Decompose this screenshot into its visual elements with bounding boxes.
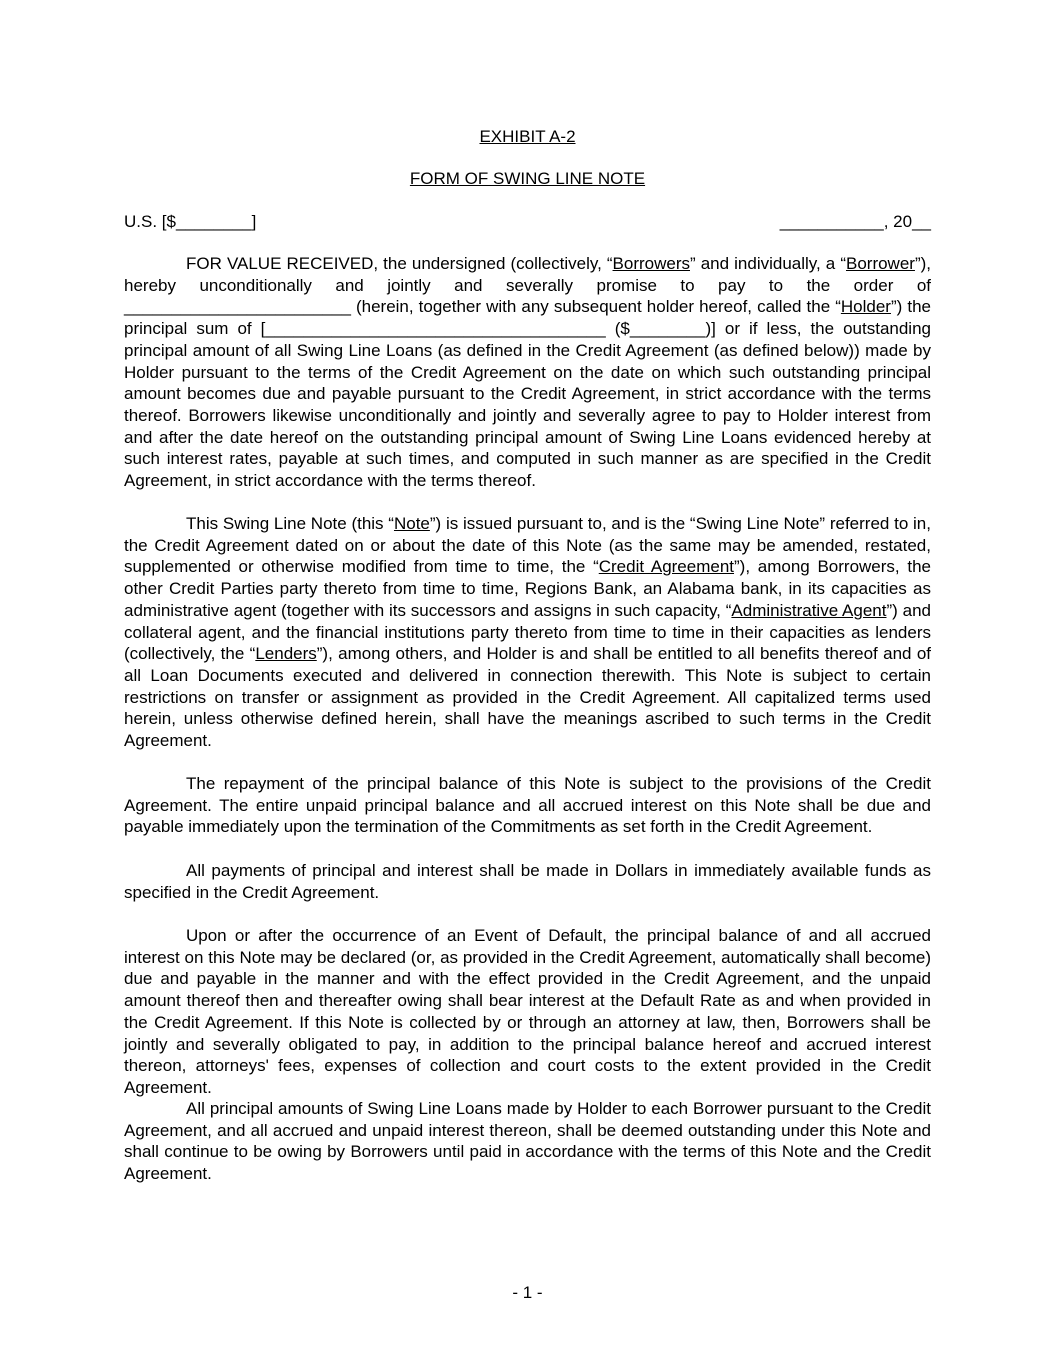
defined-term-credit-agreement: Credit Agreement	[598, 557, 735, 577]
defined-term-administrative-agent: Administrative Agent	[731, 600, 887, 620]
paragraph-promise: FOR VALUE RECEIVED, the undersigned (collectively, “Borrowers” and individually, a “Borrower”), hereby unconditionally and jointly and severally promise to pay to the order of ________________________ (herein, together with any subsequent holder hereof, called the “Holder”) the principal sum of [____________________________________ ($________)] or if less, the outstanding principal amount of all Swing Line Loans (as defined in the Credit Agreement (as defined below)) made by Holder pursuant to the terms of the Credit Agreement on the date on which such outstanding principal amount becomes due and payable pursuant to the Credit Agreement, in strict accordance with the terms thereof. Borrowers likewise unconditionally and jointly and severally agree to pay to Holder interest from and after the date hereof on the outstanding principal amount of Swing Line Loans evidenced hereby at such interest rates, payable at such times, and computed in such manner as are specified in the Credit Agreement, in strict accordance with the terms thereof.	[124, 254, 931, 491]
defined-term-lenders: Lenders	[255, 644, 317, 664]
paragraph-issuance: This Swing Line Note (this “Note”) is issued pursuant to, and is the “Swing Line Note” referred to in, the Credit Agreement dated on or about the date of this Note (as the same may be amended, restated, supplemented or otherwise modified from time to time, the “Credit Agreement”), among Borrowers, the other Credit Parties party thereto from time to time, Regions Bank, an Alabama bank, in its capacities as administrative agent (together with its successors and assigns in such capacity, “Administrative Agent”) and collateral agent, and the financial institutions party thereto from time to time in their capacities as lenders (collectively, the “Lenders”), among others, and Holder is and shall be entitled to all benefits thereof and of all Loan Documents executed and delivered in connection therewith. This Note is subject to certain restrictions on transfer or assignment as provided in the Credit Agreement. All capitalized terms used herein, unless otherwise defined herein, shall have the meanings ascribed to such terms in the Credit Agreement.	[124, 514, 932, 751]
amount-date-line	[124, 211, 931, 233]
page-number: - 1 -	[512, 1283, 543, 1302]
amount-blank: U.S. [$________]	[124, 212, 257, 231]
defined-term-holder: Holder	[840, 297, 891, 317]
form-title: FORM OF SWING LINE NOTE	[409, 169, 646, 188]
paragraph-repayment: The repayment of the principal balance of this Note is subject to the provisions of the Credit Agreement. The entire unpaid principal balance and all accrued interest on this Note shall be due and payable immediately upon the termination of the Commitments as set forth in the Credit Agreement.	[124, 774, 931, 837]
defined-term-borrower: Borrower	[845, 254, 915, 273]
paragraph-default: Upon or after the occurrence of an Event of Default, the principal balance of and all accrued interest on this Note may be declared (or, as provided in the Credit Agreement, automatically shall become) due and payable in the manner and with the effect provided in the Credit Agreement, and the unpaid amount thereof then and thereafter owing shall bear interest at the Default Rate as and when provided in the Credit Agreement. If this Note is collected by or through an attorney at law, then, Borrowers shall be jointly and severally obligated to pay, in addition to the principal balance hereof and accrued interest thereon, attorneys' fees, expenses of collection and court costs to the extent provided in the Credit Agreement.	[124, 926, 931, 1097]
paragraph-outstanding: All principal amounts of Swing Line Loans made by Holder to each Borrower pursuant to the Credit Agreement, and all accrued and unpaid interest thereon, shall be deemed outstanding under this Note and shall continue to be owing by Borrowers until paid in accordance with the terms of this Note and the Credit Agreement.	[124, 1099, 931, 1184]
date-blank: ___________, 20__	[779, 212, 931, 231]
defined-term-note: Note	[393, 514, 430, 533]
paragraph-payments: All payments of principal and interest shall be made in Dollars in immediately available funds as specified in the Credit Agreement.	[124, 861, 931, 902]
defined-term-borrowers: Borrowers	[612, 254, 690, 273]
exhibit-title: EXHIBIT A-2	[479, 127, 576, 146]
